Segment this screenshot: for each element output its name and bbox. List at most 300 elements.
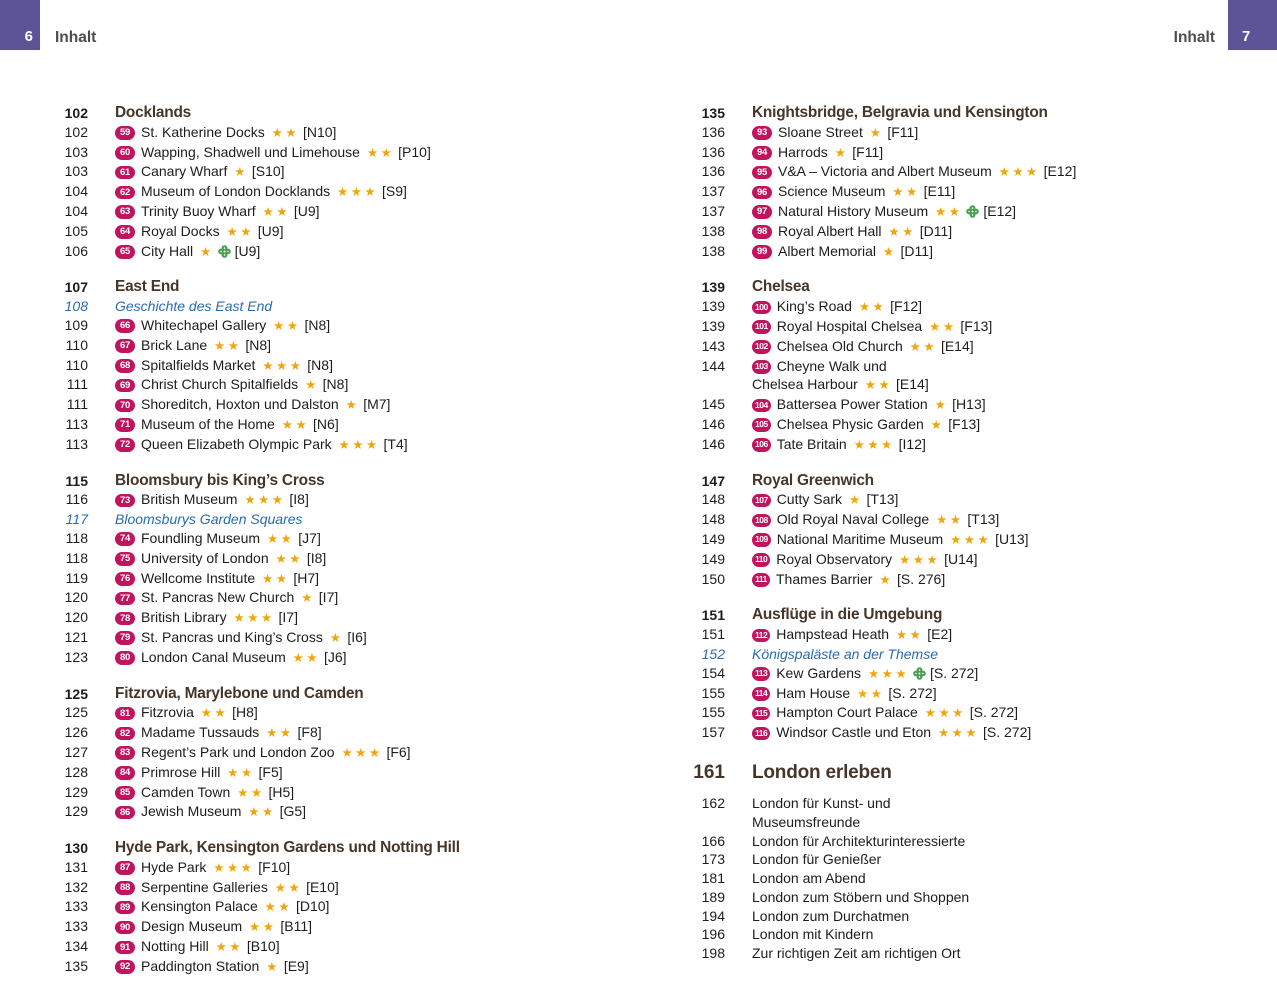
entry-title: Royal Hospital Chelsea	[776, 317, 923, 334]
map-reference: [S. 272]	[929, 664, 979, 681]
section-title: Chelsea	[752, 278, 810, 296]
map-reference: [F11]	[852, 143, 884, 160]
toc-entry	[55, 316, 655, 336]
sight-number-badge: 62	[115, 186, 135, 200]
entry-page-number: 157	[701, 724, 725, 741]
entry-page-number: 120	[64, 609, 88, 626]
entry-page-number: 133	[64, 918, 88, 935]
entry-content	[752, 242, 933, 262]
entry-title: Whitechapel Gallery	[141, 316, 267, 333]
entry-page-number: 111	[66, 396, 88, 413]
sight-number-badge: 65	[115, 245, 135, 259]
sight-number-badge: 102	[752, 340, 771, 354]
chapter-entry	[692, 869, 1277, 888]
toc-entry	[55, 917, 655, 937]
sight-number-badge: 87	[115, 861, 135, 875]
entry-page-number: 136	[701, 163, 725, 180]
entry-page-number: 127	[64, 743, 88, 760]
star-rating: ★★★	[937, 726, 980, 741]
clover-icon	[966, 203, 979, 219]
toc-column-left	[55, 104, 655, 994]
entry-content	[115, 222, 283, 242]
entry-page-number: 110	[65, 356, 88, 373]
star-rating: ★★	[892, 185, 920, 200]
sight-number-badge: 63	[115, 205, 135, 219]
star-rating: ★★	[858, 300, 887, 315]
feature-entry	[55, 297, 655, 316]
entry-page-number: 120	[64, 589, 88, 606]
star-rating: ★★	[888, 224, 916, 239]
feature-title: Bloomsburys Garden Squares	[115, 511, 303, 528]
toc-entry	[55, 222, 655, 242]
toc-entry	[692, 664, 1277, 684]
entry-title: Regent’s Park und London Zoo	[141, 743, 335, 760]
entry-page-number: 128	[64, 763, 88, 780]
map-reference: [N8]	[307, 356, 333, 373]
star-rating: ★★★	[853, 437, 895, 452]
star-rating: ★★	[215, 940, 244, 955]
map-reference: [F5]	[258, 763, 283, 780]
section-page-number: 135	[701, 105, 725, 121]
star-rating: ★★	[857, 686, 885, 701]
entry-title: City Hall	[141, 242, 194, 259]
toc-entry	[692, 435, 1277, 455]
entry-page-number: 136	[701, 143, 725, 160]
entry-title: National Maritime Museum	[776, 530, 944, 547]
chapter-title: London am Abend	[752, 870, 866, 887]
sight-number-badge: 89	[115, 901, 135, 915]
toc-entry	[55, 356, 655, 376]
entry-content	[115, 897, 329, 917]
map-reference: [N8]	[322, 376, 349, 393]
entry-content	[115, 917, 312, 937]
entry-page-number: 149	[701, 550, 725, 567]
star-rating: ★	[345, 398, 360, 413]
map-reference: [U14]	[944, 550, 978, 567]
section-heading-row	[55, 839, 655, 858]
toc-entry	[692, 222, 1277, 242]
entry-page-number: 148	[701, 511, 725, 528]
section-heading-row	[692, 606, 1277, 625]
entry-page-number: 144	[701, 357, 725, 374]
sight-number-badge: 95	[752, 166, 772, 180]
entry-page-number: 135	[64, 957, 88, 974]
entry-content	[115, 242, 260, 262]
entry-content	[115, 375, 348, 395]
map-reference: [F13]	[960, 317, 993, 334]
map-reference: [I7]	[278, 609, 298, 626]
star-rating: ★★	[271, 125, 300, 140]
section-heading-row	[692, 104, 1277, 123]
entry-content	[752, 202, 1016, 222]
sight-number-badge: 91	[115, 941, 135, 955]
entry-title: Wellcome Institute	[141, 569, 256, 586]
map-reference: [T13]	[866, 491, 899, 508]
entry-title: Cutty Sark	[776, 491, 843, 508]
entry-content	[115, 435, 408, 455]
entry-title: Wapping, Shadwell und Limehouse	[141, 143, 360, 160]
entry-title: Serpentine Galleries	[141, 878, 268, 895]
entry-title: Primrose Hill	[141, 763, 221, 780]
map-reference: [S. 276]	[896, 570, 946, 587]
sight-number-badge: 90	[115, 921, 135, 935]
map-reference: [B11]	[280, 918, 313, 935]
section-page-number: 161	[693, 761, 725, 783]
toc-entry	[692, 357, 1277, 376]
map-reference: [U9]	[293, 202, 320, 219]
entry-page-number: 198	[701, 945, 725, 962]
map-reference: [T4]	[383, 435, 408, 452]
entry-page-number: 136	[701, 123, 725, 140]
sight-number-badge: 78	[115, 612, 135, 626]
map-reference: [E14]	[896, 376, 929, 393]
entry-content	[115, 858, 290, 878]
sight-number-badge: 110	[752, 553, 770, 567]
star-rating: ★★	[226, 224, 254, 239]
sight-number-badge: 97	[752, 205, 772, 219]
sight-number-badge: 104	[752, 399, 771, 413]
entry-title: Museum of the Home	[141, 415, 275, 432]
entry-content	[752, 510, 999, 530]
toc-entry	[55, 897, 655, 917]
map-reference: [H5]	[268, 783, 295, 800]
entry-page-number: 118	[65, 529, 88, 546]
star-rating: ★	[834, 145, 849, 160]
entry-page-number: 166	[701, 832, 725, 849]
toc-section	[692, 760, 1277, 963]
entry-page-number: 129	[64, 803, 88, 820]
map-reference: [S. 272]	[969, 704, 1019, 721]
clover-icon	[218, 243, 231, 259]
toc-entry	[55, 415, 655, 435]
entry-page-number: 194	[701, 907, 725, 924]
map-reference: [H8]	[232, 704, 258, 721]
entry-page-number: 103	[64, 143, 88, 160]
entry-page-number: 110	[65, 336, 88, 353]
star-rating: ★★	[909, 339, 938, 354]
corner-tab-right	[1228, 0, 1277, 50]
entry-page-number: 139	[701, 317, 725, 334]
star-rating: ★	[305, 378, 319, 393]
section-heading-row	[692, 472, 1277, 491]
chapter-entry	[692, 832, 1277, 851]
entry-content	[115, 957, 309, 977]
entry-page-number: 139	[701, 298, 725, 315]
entry-title: University of London	[141, 549, 269, 566]
entry-title: Chelsea Physic Garden	[776, 415, 924, 432]
star-rating: ★★	[249, 920, 277, 935]
map-reference: [E11]	[923, 183, 956, 200]
entry-page-number: 132	[64, 878, 88, 895]
entry-page-number: 129	[64, 783, 88, 800]
map-reference: [E10]	[306, 878, 339, 895]
star-rating: ★★★	[262, 358, 304, 373]
star-rating: ★★	[248, 805, 276, 820]
chapter-entry	[692, 944, 1277, 963]
sight-number-badge: 69	[115, 379, 135, 393]
sight-number-badge: 116	[752, 727, 770, 741]
entry-content	[115, 937, 280, 957]
entry-content	[115, 743, 411, 763]
entry-page-number: 104	[64, 183, 88, 200]
toc-entry	[55, 743, 655, 763]
entry-content	[115, 783, 294, 803]
feature-title: Königspaläste an der Themse	[752, 645, 938, 662]
entry-page-number: 113	[65, 435, 88, 452]
section-title: Hyde Park, Kensington Gardens und Notting Hill	[115, 839, 460, 857]
entry-content	[752, 395, 986, 415]
star-rating: ★★	[200, 706, 229, 721]
toc-section	[55, 278, 655, 454]
entry-title: Kensington Palace	[141, 898, 258, 915]
entry-content	[752, 435, 926, 455]
entry-title: Battersea Power Station	[776, 396, 928, 413]
toc-entry	[55, 395, 655, 415]
section-title: Docklands	[115, 104, 192, 121]
entry-page-number: 105	[64, 222, 88, 239]
map-reference: [D11]	[919, 222, 953, 239]
sight-number-badge: 75	[115, 552, 135, 566]
entry-content	[115, 628, 367, 648]
entry-page-number: 118	[65, 549, 88, 566]
chapter-entry	[692, 888, 1277, 907]
map-reference: [U9]	[234, 242, 261, 259]
sight-number-badge: 59	[115, 126, 135, 140]
sight-number-badge: 86	[115, 806, 135, 820]
star-rating: ★★★	[338, 437, 380, 452]
star-rating: ★★	[366, 145, 395, 160]
star-rating: ★★★	[244, 493, 286, 508]
entry-content	[115, 529, 321, 549]
sight-number-badge: 70	[115, 399, 135, 413]
toc-entry	[692, 242, 1277, 262]
toc-section	[55, 104, 655, 261]
toc-entry	[55, 162, 655, 182]
sight-number-badge: 82	[115, 727, 135, 741]
entry-content	[115, 336, 271, 356]
section-page-number: 151	[701, 607, 725, 624]
entry-content	[115, 723, 322, 743]
toc-entry	[55, 802, 655, 822]
entry-content	[115, 182, 407, 202]
entry-page-number: 137	[701, 183, 725, 200]
star-rating: ★★	[274, 880, 303, 895]
star-rating: ★★★	[337, 185, 379, 200]
map-reference: [E14]	[940, 337, 974, 354]
section-heading-row	[55, 278, 655, 297]
toc-section	[55, 685, 655, 823]
star-rating: ★	[329, 630, 344, 645]
chapter-title: London zum Durchatmen	[752, 907, 910, 924]
entry-page-number: 150	[701, 570, 725, 587]
toc-section	[692, 104, 1277, 261]
map-reference: [F12]	[890, 298, 923, 315]
map-reference: [I7]	[318, 589, 339, 606]
section-heading-row	[55, 472, 655, 491]
toc-section	[692, 472, 1277, 590]
corner-tab-left	[0, 0, 40, 50]
page-number-right: 7	[1242, 28, 1251, 45]
map-reference: [E2]	[927, 626, 953, 643]
entry-page-number: 155	[701, 704, 725, 721]
sight-number-badge: 77	[115, 592, 135, 606]
map-reference: [N8]	[304, 316, 331, 333]
map-reference: [F10]	[258, 858, 291, 875]
entry-page-number: 133	[64, 898, 88, 915]
star-rating: ★★★	[950, 532, 992, 547]
entry-title: London Canal Museum	[141, 648, 286, 665]
toc-entry	[55, 957, 655, 977]
entry-page-number: 106	[64, 242, 88, 259]
section-page-number: 125	[64, 685, 88, 702]
section-heading-row	[692, 278, 1277, 297]
entry-title: Paddington Station	[141, 957, 260, 974]
entry-content	[752, 357, 887, 376]
entry-content	[115, 316, 330, 336]
entry-title: Hampton Court Palace	[776, 704, 918, 721]
toc-entry	[692, 510, 1277, 530]
map-reference: [E12]	[1043, 163, 1077, 180]
entry-title: Tate Britain	[776, 435, 847, 452]
entry-page-number: 162	[701, 794, 725, 811]
star-rating: ★★	[281, 417, 310, 432]
sight-number-badge: 80	[115, 651, 135, 665]
chapter-entry	[692, 813, 1277, 832]
entry-page-number: 103	[64, 163, 88, 180]
toc-entry	[55, 123, 655, 143]
entry-title: Royal Albert Hall	[778, 222, 882, 239]
toc-entry	[55, 529, 655, 549]
map-reference: [N6]	[313, 415, 339, 432]
entry-page-number: 146	[701, 415, 725, 432]
entry-title: Chelsea Harbour	[752, 376, 858, 393]
toc-entry	[55, 182, 655, 202]
star-rating: ★	[848, 493, 863, 508]
entry-title: British Library	[141, 609, 227, 626]
entry-title: Science Museum	[778, 183, 886, 200]
toc-entry	[692, 162, 1277, 182]
entry-content	[115, 123, 336, 143]
entry-content	[752, 415, 980, 435]
entry-content	[752, 182, 955, 202]
star-rating: ★★★	[233, 611, 275, 626]
entry-title: V&A – Victoria and Albert Museum	[778, 163, 992, 180]
toc-entry	[692, 415, 1277, 435]
toc-entry	[55, 569, 655, 589]
toc-entry	[55, 878, 655, 898]
map-reference: [F8]	[297, 724, 322, 741]
section-page-number: 115	[65, 472, 88, 489]
feature-title: Geschichte des East End	[115, 298, 273, 315]
toc-entry	[692, 395, 1277, 415]
star-rating: ★★★	[924, 706, 966, 721]
entry-page-number: 131	[64, 858, 88, 875]
entry-content	[752, 723, 1031, 743]
entry-title: Notting Hill	[141, 938, 209, 955]
entry-content	[115, 588, 338, 608]
entry-title: Queen Elizabeth Olympic Park	[141, 435, 332, 452]
entry-content	[752, 143, 883, 163]
toc-section	[692, 278, 1277, 454]
entry-content	[752, 297, 922, 317]
star-rating: ★★★	[867, 666, 910, 681]
toc-entry	[692, 123, 1277, 143]
entry-content	[115, 763, 283, 783]
sight-number-badge: 105	[752, 418, 771, 432]
toc-entry	[55, 648, 655, 668]
entry-page-number: 181	[701, 870, 725, 887]
star-rating: ★	[879, 572, 894, 587]
section-title: Fitzrovia, Marylebone und Camden	[115, 684, 364, 702]
map-reference: [I8]	[306, 549, 327, 566]
star-rating: ★	[934, 398, 949, 413]
entry-title: Chelsea Old Church	[776, 337, 903, 354]
toc-section	[692, 606, 1277, 743]
entry-content	[752, 570, 945, 590]
sight-number-badge: 67	[115, 339, 135, 353]
sight-number-badge: 114	[752, 687, 770, 701]
sight-number-badge: 96	[752, 186, 772, 200]
entry-page-number: 113	[65, 415, 88, 432]
entry-title: British Museum	[141, 491, 238, 508]
entry-page-number: 145	[701, 396, 725, 413]
entry-title: Cheyne Walk und	[776, 357, 887, 374]
chapter-title: London für Architekturinteressierte	[752, 832, 966, 849]
entry-title: Fitzrovia	[141, 704, 194, 721]
map-reference: [S9]	[382, 183, 407, 200]
toc-entry	[692, 202, 1277, 222]
sight-number-badge: 73	[115, 494, 135, 508]
entry-page-number: 152	[701, 645, 725, 662]
map-reference: [I12]	[898, 435, 926, 452]
entry-page-number: 154	[701, 664, 725, 681]
toc-entry	[692, 723, 1277, 743]
star-rating: ★★	[266, 531, 295, 546]
sight-number-badge: 68	[115, 359, 135, 373]
map-reference: [U9]	[257, 222, 284, 239]
map-reference: [G5]	[279, 803, 307, 820]
entry-title: Royal Observatory	[776, 550, 893, 567]
toc-entry	[55, 858, 655, 878]
entry-page-number: 108	[64, 298, 88, 315]
map-reference: [J7]	[298, 529, 321, 546]
star-rating: ★★	[237, 785, 265, 800]
entry-title: King’s Road	[776, 298, 852, 315]
sight-number-badge: 60	[115, 146, 135, 160]
entry-page-number: 116	[65, 491, 88, 508]
toc-entry	[692, 703, 1277, 723]
entry-title: Madame Tussauds	[141, 724, 260, 741]
inhalt-label-left: Inhalt	[55, 29, 97, 46]
star-rating: ★★	[214, 338, 242, 353]
toc-entry	[692, 297, 1277, 317]
sight-number-badge: 107	[752, 494, 771, 508]
entry-page-number: 121	[64, 628, 88, 645]
entry-title: Harrods	[778, 143, 828, 160]
map-reference: [B10]	[246, 938, 280, 955]
sight-number-badge: 111	[752, 573, 770, 587]
section-page-number: 139	[701, 279, 725, 296]
star-rating: ★★	[895, 628, 924, 643]
toc-section	[55, 839, 655, 977]
map-reference: [N8]	[245, 336, 272, 353]
star-rating: ★★	[266, 726, 294, 741]
entry-content	[752, 664, 978, 684]
map-reference: [J6]	[323, 648, 347, 665]
entry-content	[752, 490, 898, 510]
feature-entry	[692, 645, 1277, 664]
feature-entry	[55, 510, 655, 529]
